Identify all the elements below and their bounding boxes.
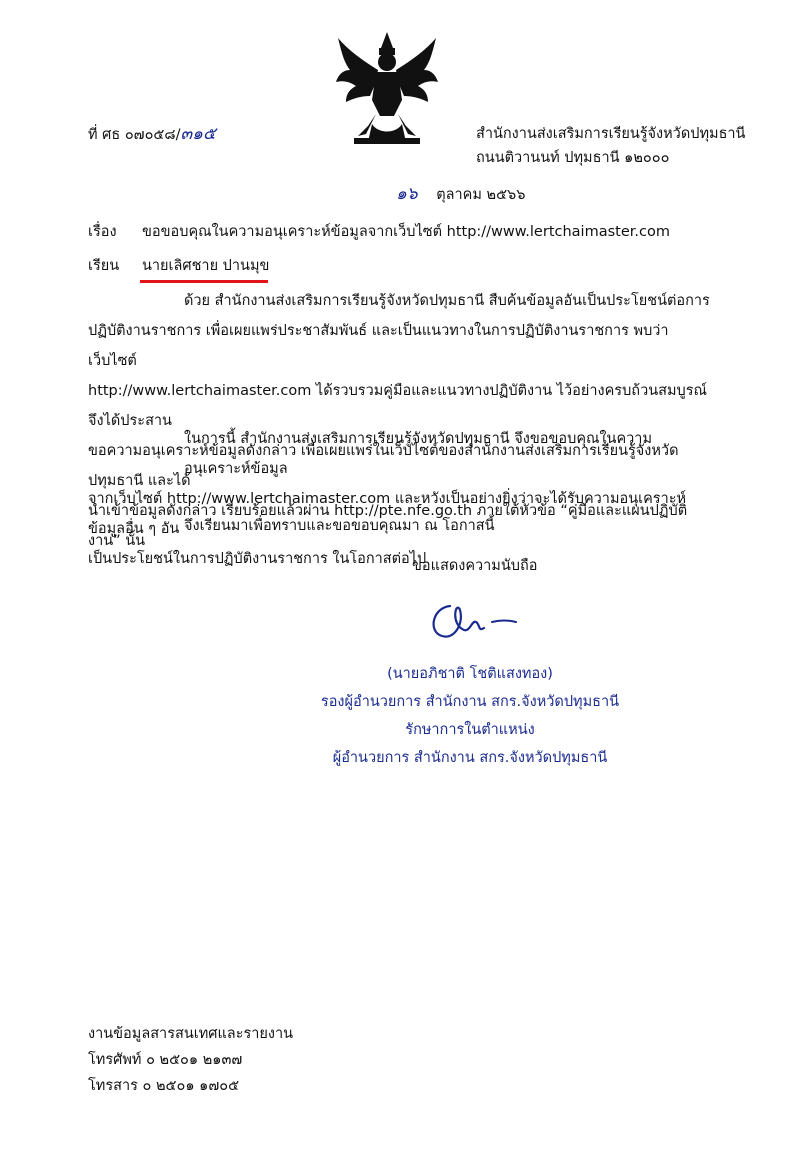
signatory-acting-note: รักษาการในตำแหน่ง [405, 722, 535, 738]
paragraph-line: http://www.lertchaimaster.com ได้รวบรวมคู่มือและแนวทางปฏิบัติงาน ไว้อย่างครบถ้วนสมบูรณ์ จึงได้ประสาน [88, 383, 707, 429]
reference-handwritten-number: ๓๑๕ [180, 124, 216, 144]
reference-number [88, 124, 216, 145]
reference-prefix: ที่ ศธ ๐๗๐๕๘/ [88, 127, 181, 143]
handwritten-signature [420, 594, 530, 650]
garuda-emblem-icon [332, 30, 442, 148]
paragraph-line: เป็นประโยชน์ในการปฏิบัติงานราชการ ในโอกาสต่อไป [88, 551, 427, 567]
paragraph-line: ในการนี้ สำนักงานส่งเสริมการเรียนรู้จังหวัดปทุมธานี จึงขอขอบคุณในความอนุเคราะห์ข้อมูล [184, 431, 653, 477]
date-day-handwritten: ๑๖ [396, 184, 418, 204]
paragraph-line: ขอความอนุเคราะห์ข้อมูลดังกล่าว เพื่อเผยแพร่ในเว็บไซต์ของสำนักงานส่งเสริมการเรียนรู้จังหวัดปทุมธานี และได้ [88, 443, 679, 489]
paragraph-line: นำเข้าข้อมูลดังกล่าว เรียบร้อยแล้วผ่าน http://pte.nfe.go.th ภายใต้หัวข้อ “คู่มือและแผนปฏิบัติงาน” นั้น [88, 503, 688, 549]
recipient-highlight-underline [140, 280, 268, 283]
subject-text: ขอขอบคุณในความอนุเคราะห์ข้อมูลจากเว็บไซต์ http://www.lertchaimaster.com [142, 224, 670, 240]
closing-sentence: จึงเรียนมาเพื่อทราบและขอขอบคุณมา ณ โอกาสนี้ [184, 518, 495, 534]
paragraph-line: ด้วย สำนักงานส่งเสริมการเรียนรู้จังหวัดปทุมธานี สืบค้นข้อมูลอันเป็นประโยชน์ต่อการ [184, 293, 710, 309]
footer-fax: โทรสาร ๐ ๒๕๐๑ ๑๗๐๕ [88, 1078, 240, 1094]
signatory-acting-position: ผู้อำนวยการ สำนักงาน สกร.จังหวัดปทุมธานี [332, 750, 608, 766]
office-address: ถนนติวานนท์ ปทุมธานี ๑๒๐๐๐ [476, 150, 670, 166]
signatory-position: รองผู้อำนวยการ สำนักงาน สกร.จังหวัดปทุมธานี [320, 694, 620, 710]
recipient-name: นายเลิศชาย ปานมุข [142, 258, 270, 274]
footer-phone: โทรศัพท์ ๐ ๒๕๐๑ ๒๑๓๗ [88, 1052, 243, 1068]
office-name: สำนักงานส่งเสริมการเรียนรู้จังหวัดปทุมธานี [476, 126, 746, 142]
signatory-name: (นายอภิชาติ โชติแสงทอง) [387, 666, 553, 682]
letter-date [396, 184, 525, 205]
paragraph-line: ปฏิบัติงานราชการ เพื่อเผยแพร่ประชาสัมพันธ์ และเป็นแนวทางในการปฏิบัติงานราชการ พบว่าเว็บไซต์ [88, 323, 669, 369]
complimentary-close: ขอแสดงความนับถือ [412, 558, 538, 574]
subject-label: เรื่อง [88, 224, 117, 240]
paragraph-line: จากเว็บไซต์ http://www.lertchaimaster.com และหวังเป็นอย่างยิ่งว่าจะได้รับความอนุเคราะห์ข้อมูลอื่น ๆ อัน [88, 491, 687, 537]
body-paragraph-2 [88, 424, 714, 574]
recipient-label: เรียน [88, 258, 120, 274]
footer-department: งานข้อมูลสารสนเทศและรายงาน [88, 1026, 294, 1042]
date-month-year: ตุลาคม ๒๕๖๖ [436, 187, 526, 203]
